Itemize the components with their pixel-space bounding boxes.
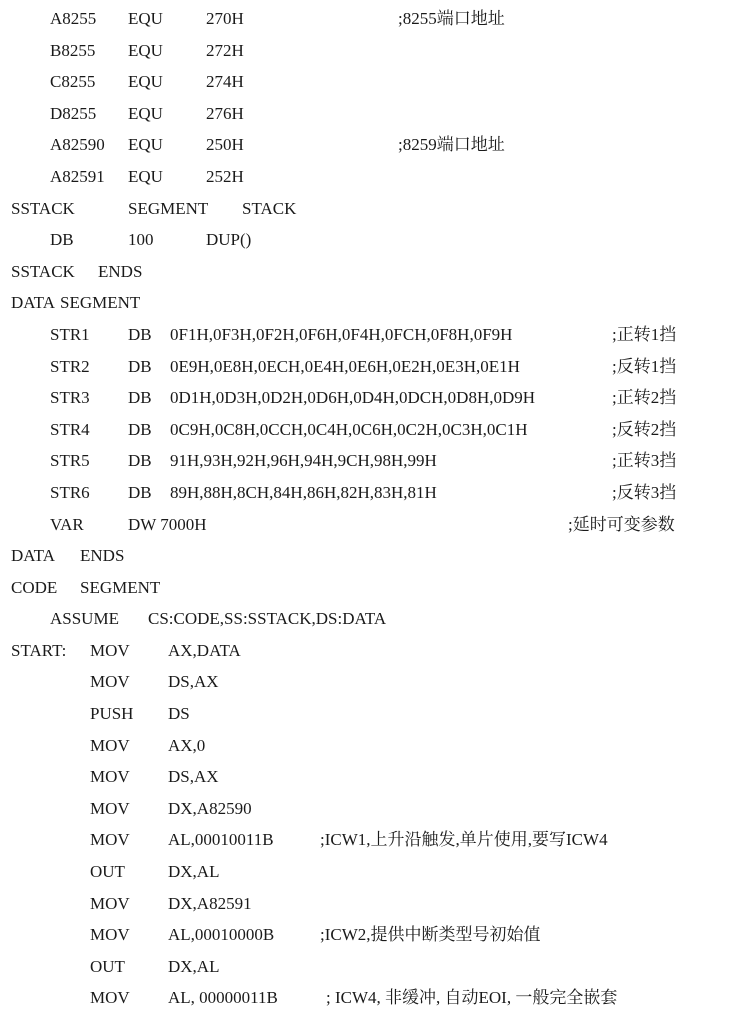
operand: DS,AX [168, 767, 219, 787]
directive: ASSUME [50, 609, 119, 629]
directive: EQU [128, 72, 163, 92]
directive: DB [128, 451, 152, 471]
code-line [0, 256, 731, 288]
directive: SEGMENT [80, 577, 161, 597]
code-line [0, 698, 731, 730]
directive: DW 7000H [128, 514, 207, 534]
directive: ENDS [98, 261, 143, 281]
operand: 276H [206, 103, 244, 123]
label: STR2 [50, 356, 90, 376]
code-line [0, 793, 731, 825]
label: STR4 [50, 419, 90, 439]
comment: ;反转2挡 [612, 419, 677, 439]
operand: AL, 00000011B [168, 988, 278, 1008]
label: STR1 [50, 324, 90, 344]
directive: EQU [128, 40, 163, 60]
label: VAR [50, 514, 84, 534]
operand: 0C9H,0C8H,0CCH,0C4H,0C6H,0C2H,0C3H,0C1H [170, 419, 528, 439]
operand: AX,DATA [168, 640, 241, 660]
comment: ;延时可变参数 [568, 514, 675, 534]
operand: 270H [206, 9, 244, 28]
label: A8255 [50, 9, 97, 28]
instruction: MOV [90, 925, 130, 945]
operand: 91H,93H,92H,96H,94H,9CH,98H,99H [170, 451, 437, 471]
directive: DB [128, 482, 152, 502]
directive: EQU [128, 166, 163, 186]
comment: ;8255端口地址 [398, 9, 505, 28]
code-line [0, 603, 731, 635]
code-line [0, 982, 731, 1014]
instruction: OUT [90, 862, 125, 882]
operand: 0D1H,0D3H,0D2H,0D6H,0D4H,0DCH,0D8H,0D9H [170, 388, 536, 408]
comment: ;反转1挡 [612, 356, 677, 376]
code-line [0, 98, 731, 130]
instruction: MOV [90, 672, 130, 692]
directive: DB [128, 419, 152, 439]
comment: ;正转2挡 [612, 388, 677, 408]
label: C8255 [50, 72, 96, 92]
code-line [0, 919, 731, 951]
operand: 89H,88H,8CH,84H,86H,82H,83H,81H [170, 482, 437, 502]
label: A82590 [50, 135, 105, 155]
code-line [0, 3, 731, 35]
label: SSTACK [11, 198, 75, 218]
operand: 252H [206, 166, 244, 186]
comment: ; ICW4, 非缓冲, 自动EOI, 一般完全嵌套 [326, 988, 618, 1008]
operand: DX,A82591 [168, 893, 252, 913]
instruction: PUSH [90, 704, 134, 724]
directive: EQU [128, 9, 163, 28]
code-line [0, 856, 731, 888]
directive: DB [128, 324, 152, 344]
instruction: MOV [90, 988, 130, 1008]
instruction: MOV [90, 893, 130, 913]
label: B8255 [50, 40, 96, 60]
instruction: MOV [90, 735, 130, 755]
label: CODE [11, 577, 58, 597]
operand: DS [168, 704, 190, 724]
operand: AL,00010000B [168, 925, 275, 945]
operand: AL,00010011B [168, 830, 274, 850]
code-line [0, 414, 731, 446]
code-line [0, 382, 731, 414]
code-line [0, 951, 731, 983]
code-line [0, 540, 731, 572]
instruction: OUT [90, 956, 125, 976]
code-line [0, 66, 731, 98]
code-line [0, 509, 731, 541]
operand: AX,0 [168, 735, 206, 755]
comment: ;ICW2,提供中断类型号初始值 [320, 925, 541, 945]
code-line [0, 572, 731, 604]
operand: 272H [206, 40, 244, 60]
directive: EQU [128, 135, 163, 155]
label: STR3 [50, 388, 90, 408]
instruction: MOV [90, 767, 130, 787]
code-line [0, 35, 731, 67]
label: SSTACK [11, 261, 75, 281]
code-line [0, 761, 731, 793]
operand: 100 [128, 230, 154, 250]
operand: DX,A82590 [168, 798, 252, 818]
label: STR6 [50, 482, 90, 502]
instruction: MOV [90, 798, 130, 818]
operand: 250H [206, 135, 244, 155]
code-line [0, 193, 731, 225]
code-line [0, 730, 731, 762]
comment: ;ICW1,上升沿触发,单片使用,要写ICW4 [320, 830, 608, 850]
code-line [0, 161, 731, 193]
code-line [0, 888, 731, 920]
comment: ;8259端口地址 [398, 135, 505, 155]
code-line [0, 445, 731, 477]
directive: DB [128, 388, 152, 408]
code-line [0, 129, 731, 161]
label: START: [11, 640, 67, 660]
directive: ENDS [80, 546, 125, 566]
code-line [0, 824, 731, 856]
operand: DX,AL [168, 956, 220, 976]
directive: SEGMENT [60, 293, 141, 313]
operand: DX,AL [168, 862, 220, 882]
operand: 0F1H,0F3H,0F2H,0F6H,0F4H,0FCH,0F8H,0F9H [170, 324, 513, 344]
label: DATA [11, 293, 55, 313]
comment: ;正转1挡 [612, 324, 677, 344]
code-line [0, 666, 731, 698]
directive: DB [128, 356, 152, 376]
operand: 274H [206, 72, 244, 92]
operand: CS:CODE,SS:SSTACK,DS:DATA [148, 609, 387, 629]
code-line [0, 351, 731, 383]
code-line [0, 287, 731, 319]
instruction: MOV [90, 640, 130, 660]
directive: DB [50, 230, 74, 250]
operand: DS,AX [168, 672, 219, 692]
label: STR5 [50, 451, 90, 471]
code-line [0, 635, 731, 667]
code-line [0, 477, 731, 509]
directive: SEGMENT [128, 198, 209, 218]
comment: ;反转3挡 [612, 482, 677, 502]
directive: EQU [128, 103, 163, 123]
label: DATA [11, 546, 55, 566]
code-line [0, 224, 731, 256]
operand: DUP() [206, 230, 252, 250]
assembly-code-listing [0, 3, 731, 1014]
label: D8255 [50, 103, 97, 123]
label: A82591 [50, 166, 105, 186]
operand: 0E9H,0E8H,0ECH,0E4H,0E6H,0E2H,0E3H,0E1H [170, 356, 520, 376]
operand: STACK [242, 198, 297, 218]
code-line [0, 319, 731, 351]
instruction: MOV [90, 830, 130, 850]
comment: ;正转3挡 [612, 451, 677, 471]
